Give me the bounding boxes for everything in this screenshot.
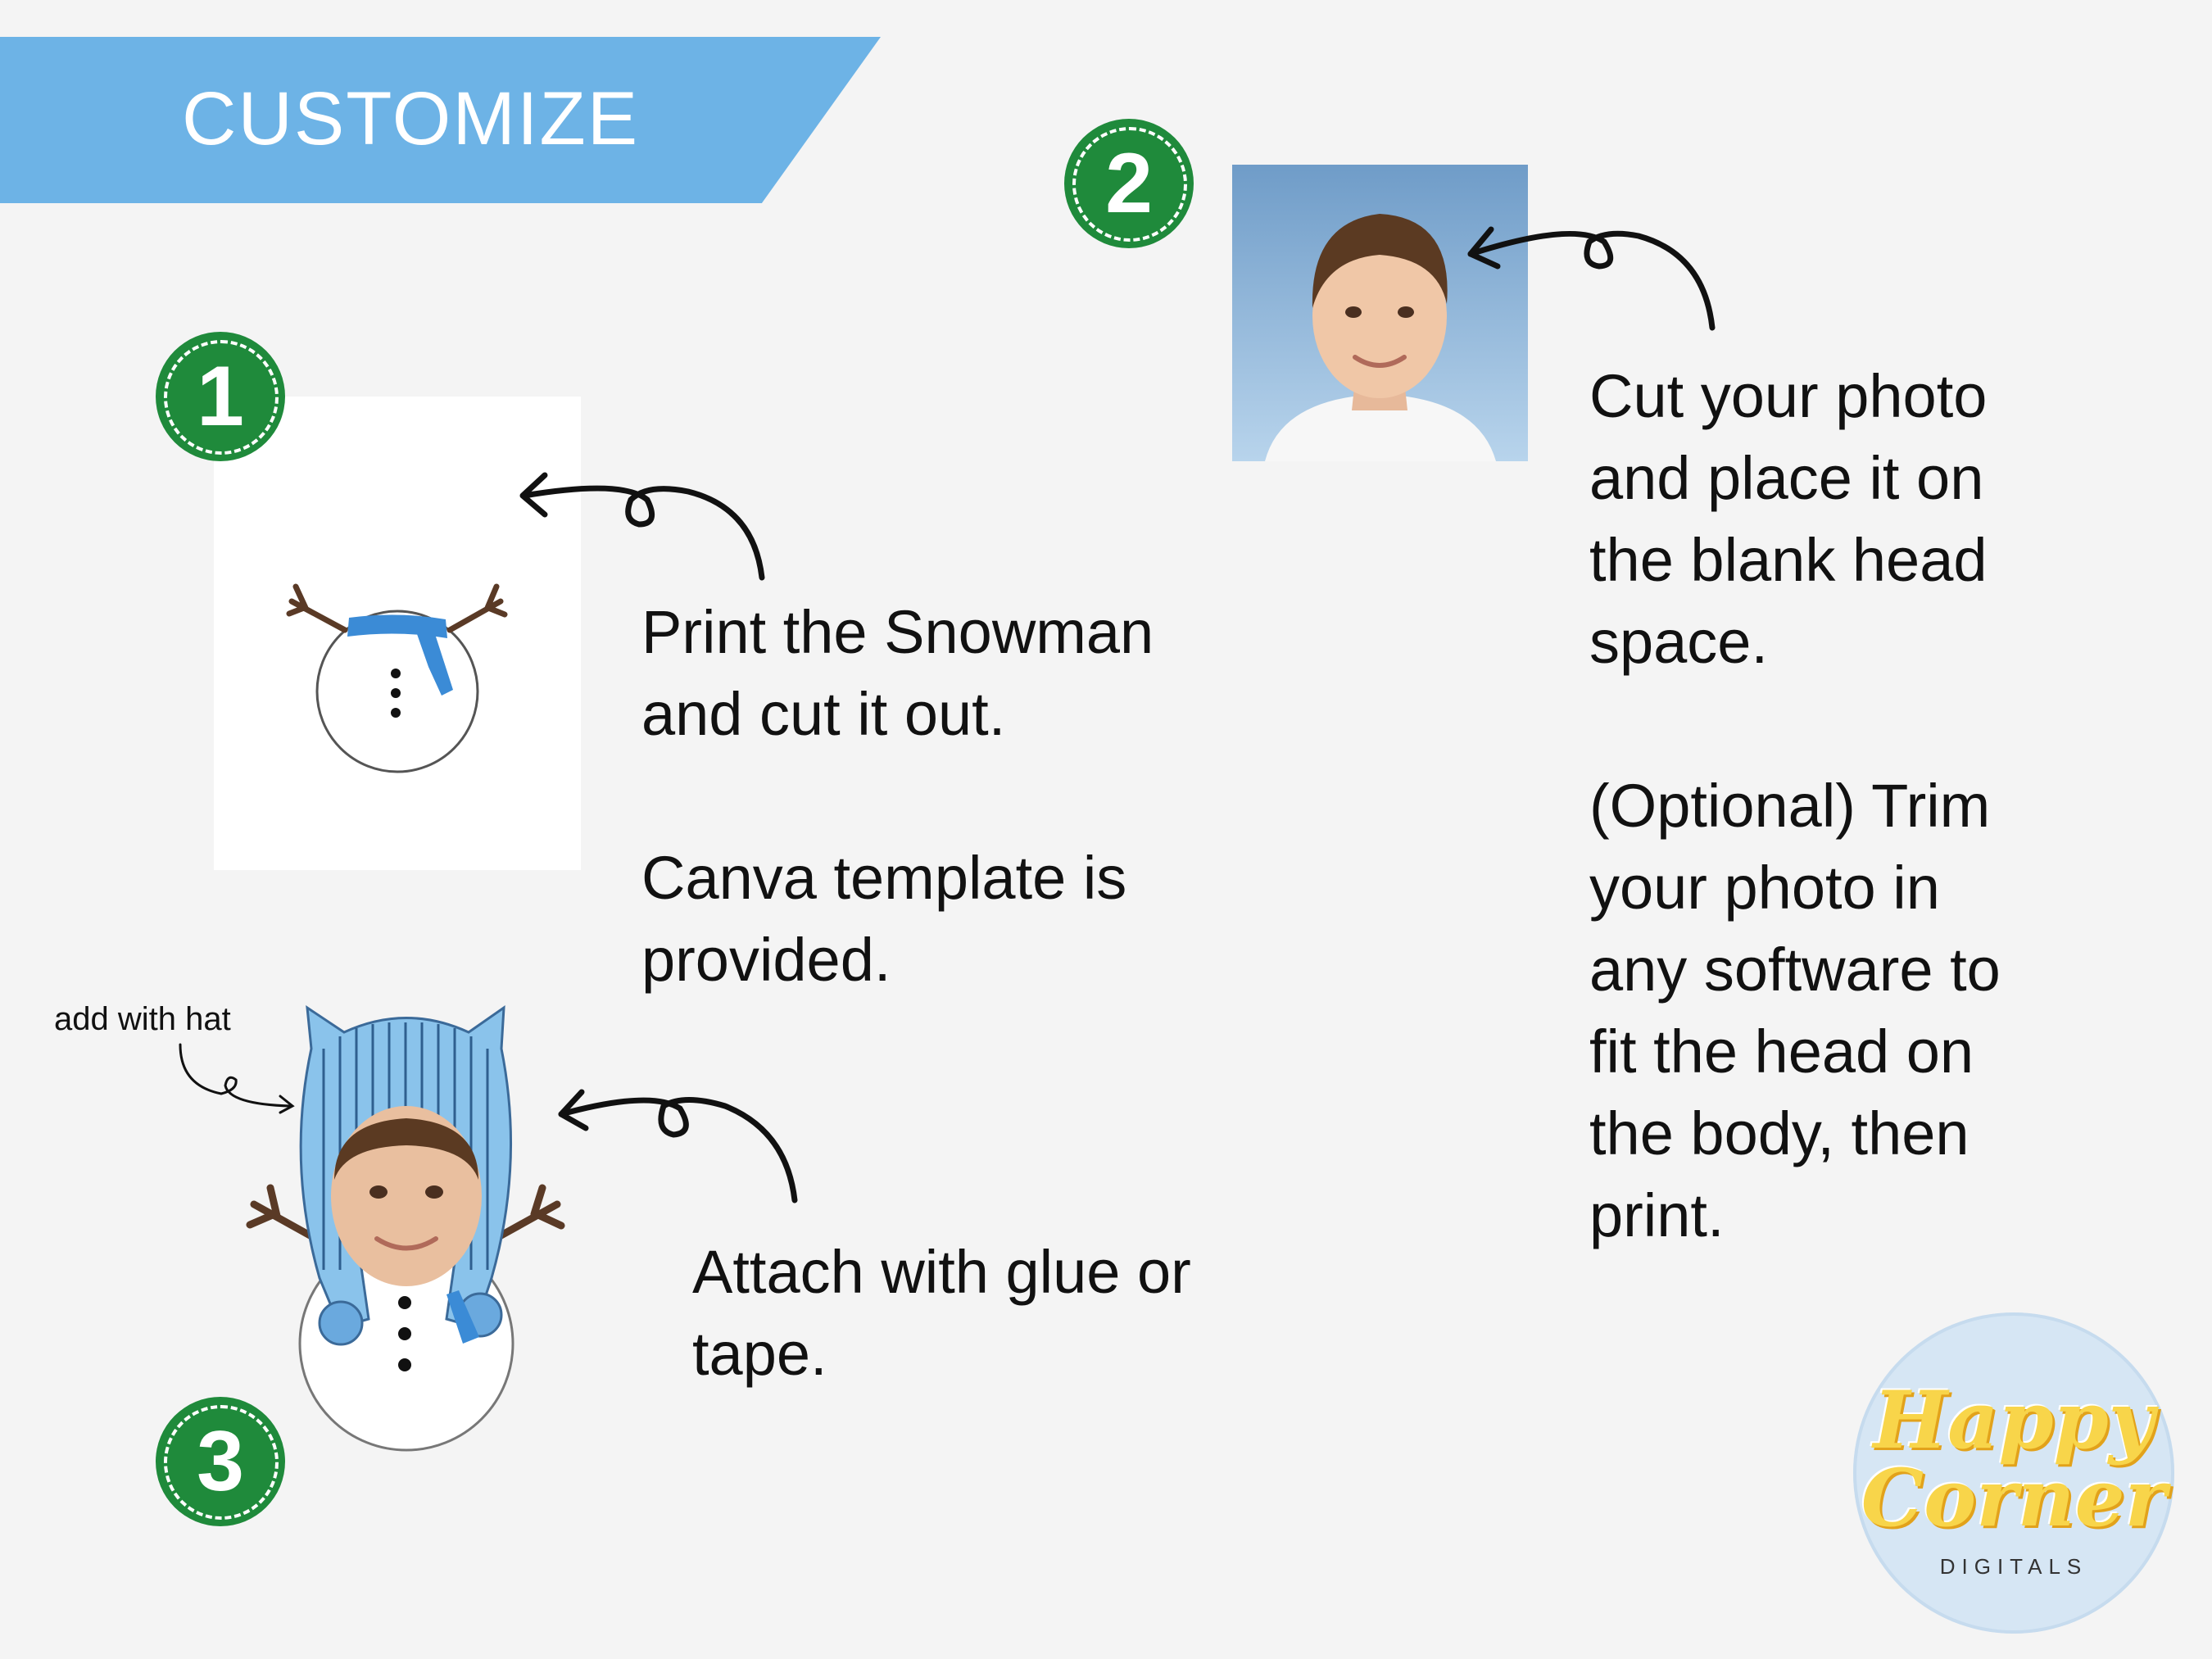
step-3-text: Attach with glue or tape. xyxy=(692,1238,1191,1388)
step-1-text: Print the Snowman and cut it out. Canva template is provided. xyxy=(641,598,1154,994)
arrow-step-2-icon xyxy=(1458,205,1729,336)
step-1-badge: 1 xyxy=(156,332,285,461)
step-3-badge: 3 xyxy=(156,1397,285,1526)
arrow-step-3-icon xyxy=(549,1069,803,1208)
step-2-badge: 2 xyxy=(1064,119,1194,248)
brand-logo: Happy Corner DIGITALS xyxy=(1853,1312,2174,1634)
arrow-hat-note-icon xyxy=(172,1040,303,1114)
step-2-text: Cut your photo and place it on the blank head space. (Optional) Trim your photo in any software to fit the head on the body, then print. xyxy=(1589,362,2001,1249)
arrow-step-1-icon xyxy=(508,459,778,598)
hat-note: add with hat xyxy=(54,1001,231,1037)
page-title: CUSTOMIZE xyxy=(182,77,640,161)
